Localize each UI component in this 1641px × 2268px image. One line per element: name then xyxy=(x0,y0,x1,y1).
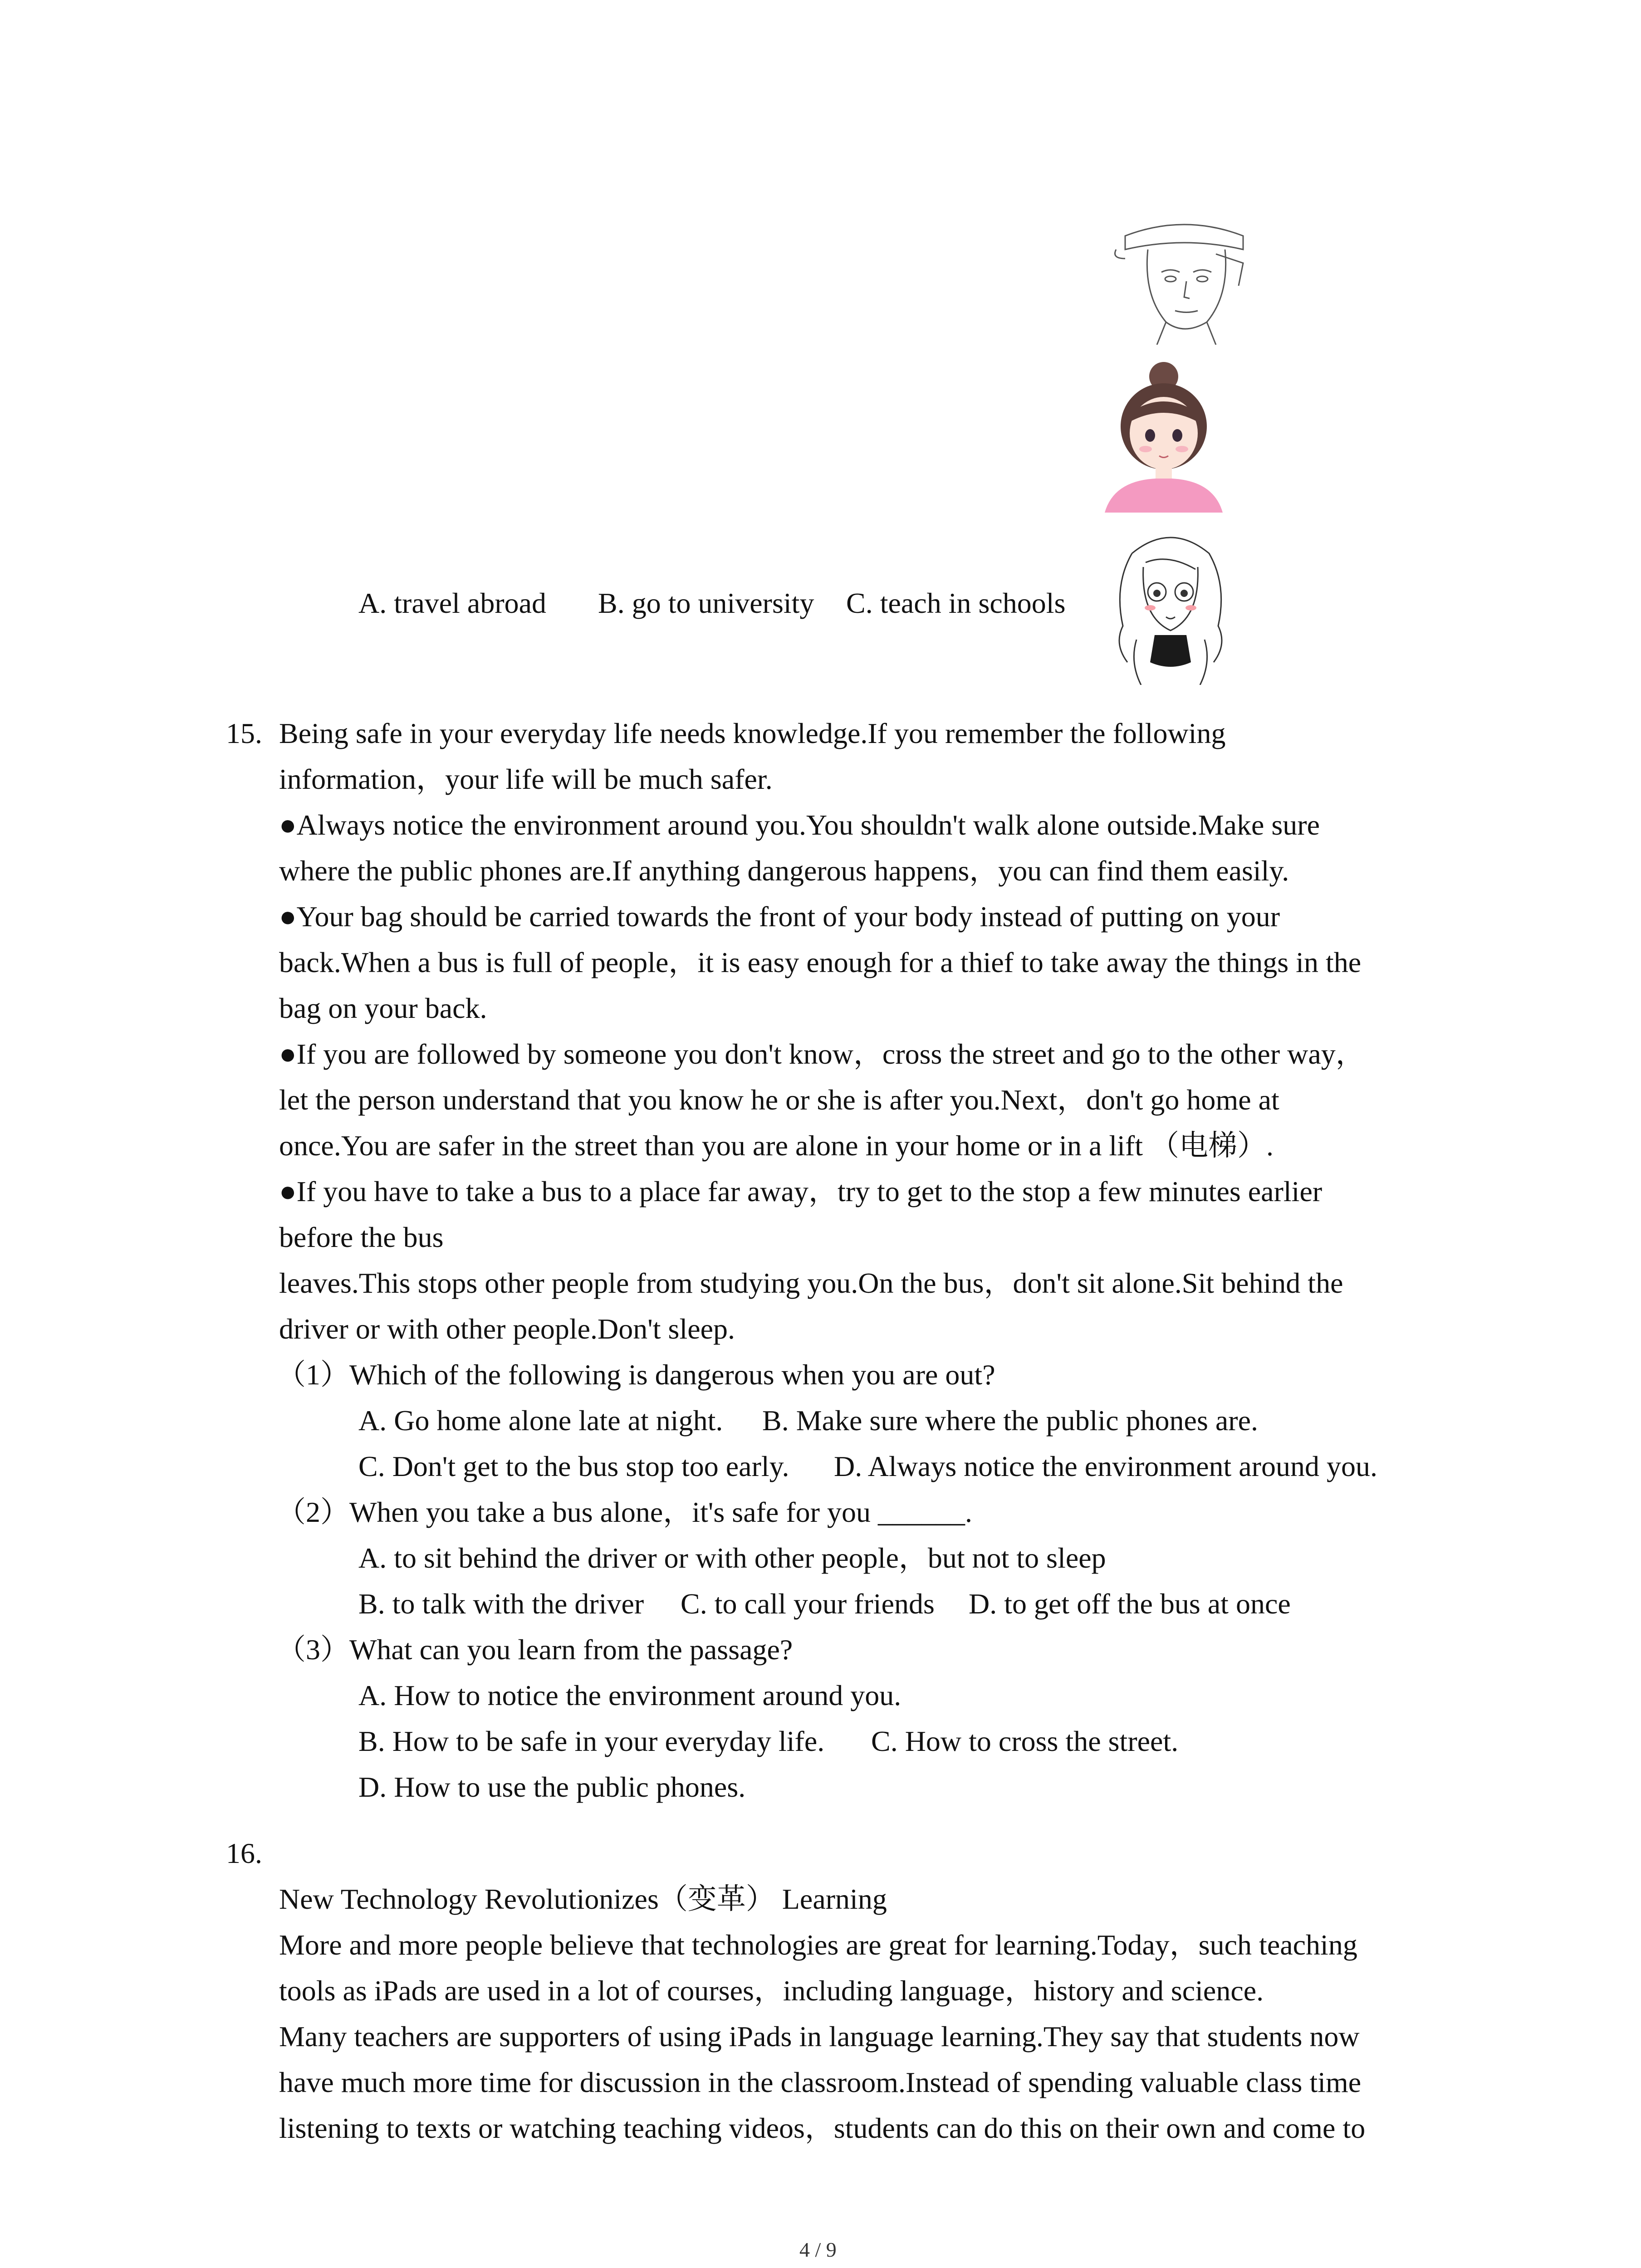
q15-sub1-stem: （1）Which of the following is dangerous when you are out? xyxy=(277,1359,995,1391)
q15-sub2-option-d: D. to get off the bus at once xyxy=(969,1588,1291,1620)
q14-option-a: A. travel abroad xyxy=(358,587,547,619)
q16-title: New Technology Revolutionizes（变革） Learning xyxy=(279,1883,887,1915)
q15-line: before the bus xyxy=(279,1221,444,1253)
q15-sub3-option-d: D. How to use the public phones. xyxy=(358,1771,746,1803)
q15-sub2-option-c: C. to call your friends xyxy=(681,1588,935,1620)
q15-line: where the public phones are.If anything dangerous happens，you can find them easily. xyxy=(279,855,1289,887)
q15-sub1-option-c: C. Don't get to the bus stop too early. xyxy=(358,1450,789,1482)
q16-line: Many teachers are supporters of using iPads in language learning.They say that students now xyxy=(279,2020,1360,2053)
q15-sub2-option-b: B. to talk with the driver xyxy=(358,1588,644,1620)
q15-sub2-stem: （2）When you take a bus alone，it's safe for you ______. xyxy=(277,1496,972,1528)
q15-sub2-option-a: A. to sit behind the driver or with other people，but not to sleep xyxy=(358,1542,1106,1574)
boy-with-cap-portrait xyxy=(1107,218,1261,345)
q16-line: tools as iPads are used in a lot of courses，including language，history and science. xyxy=(279,1975,1264,2007)
q15-line: ●If you are followed by someone you don't know，cross the street and go to the other way， xyxy=(279,1038,1365,1070)
q15-number: 15. xyxy=(226,717,262,749)
girl-with-wavy-hair-portrait xyxy=(1105,526,1236,685)
q15-sub3-stem: （3）What can you learn from the passage? xyxy=(277,1633,793,1666)
q15-sub1-option-a: A. Go home alone late at night. xyxy=(358,1404,723,1437)
q16-line: have much more time for discussion in the classroom.Instead of spending valuable class time xyxy=(279,2066,1362,2098)
q14-option-b: B. go to university xyxy=(598,587,814,619)
q15-sub3-option-a: A. How to notice the environment around you. xyxy=(358,1679,901,1711)
q16-line: listening to texts or watching teaching videos，students can do this on their own and come to xyxy=(279,2112,1366,2144)
q15-line: once.You are safer in the street than you are alone in your home or in a lift （电梯）. xyxy=(279,1129,1274,1162)
q14-option-c: C. teach in schools xyxy=(846,587,1066,619)
q16-number: 16. xyxy=(226,1837,262,1869)
q15-sub1-option-d: D. Always notice the environment around you. xyxy=(834,1450,1377,1482)
q15-sub1-option-b: B. Make sure where the public phones are. xyxy=(762,1404,1258,1437)
q15-line: ●Your bag should be carried towards the front of your body instead of putting on your xyxy=(279,900,1280,933)
q15-line: ●If you have to take a bus to a place far away，try to get to the stop a few minutes earlier xyxy=(279,1175,1323,1207)
q15-line: driver or with other people.Don't sleep. xyxy=(279,1313,735,1345)
q15-line: let the person understand that you know he or she is after you.Next，don't go home at xyxy=(279,1084,1279,1116)
page-number: 4 / 9 xyxy=(799,2238,837,2261)
q15-line: ●Always notice the environment around you.You shouldn't walk alone outside.Make sure xyxy=(279,809,1320,841)
q15-line: information，your life will be much safer. xyxy=(279,763,773,795)
q15-line: bag on your back. xyxy=(279,992,487,1024)
q15-line: leaves.This stops other people from studying you.On the bus，don't sit alone.Sit behind the xyxy=(279,1267,1343,1299)
q15-sub3-option-b: B. How to be safe in your everyday life. xyxy=(358,1725,825,1757)
q15-line: Being safe in your everyday life needs knowledge.If you remember the following xyxy=(279,717,1226,749)
q16-line: More and more people believe that technologies are great for learning.Today，such teaching xyxy=(279,1929,1357,1961)
q15-sub3-option-c: C. How to cross the street. xyxy=(871,1725,1179,1757)
girl-with-bun-portrait xyxy=(1105,358,1223,513)
q15-line: back.When a bus is full of people，it is easy enough for a thief to take away the things in the xyxy=(279,946,1362,978)
